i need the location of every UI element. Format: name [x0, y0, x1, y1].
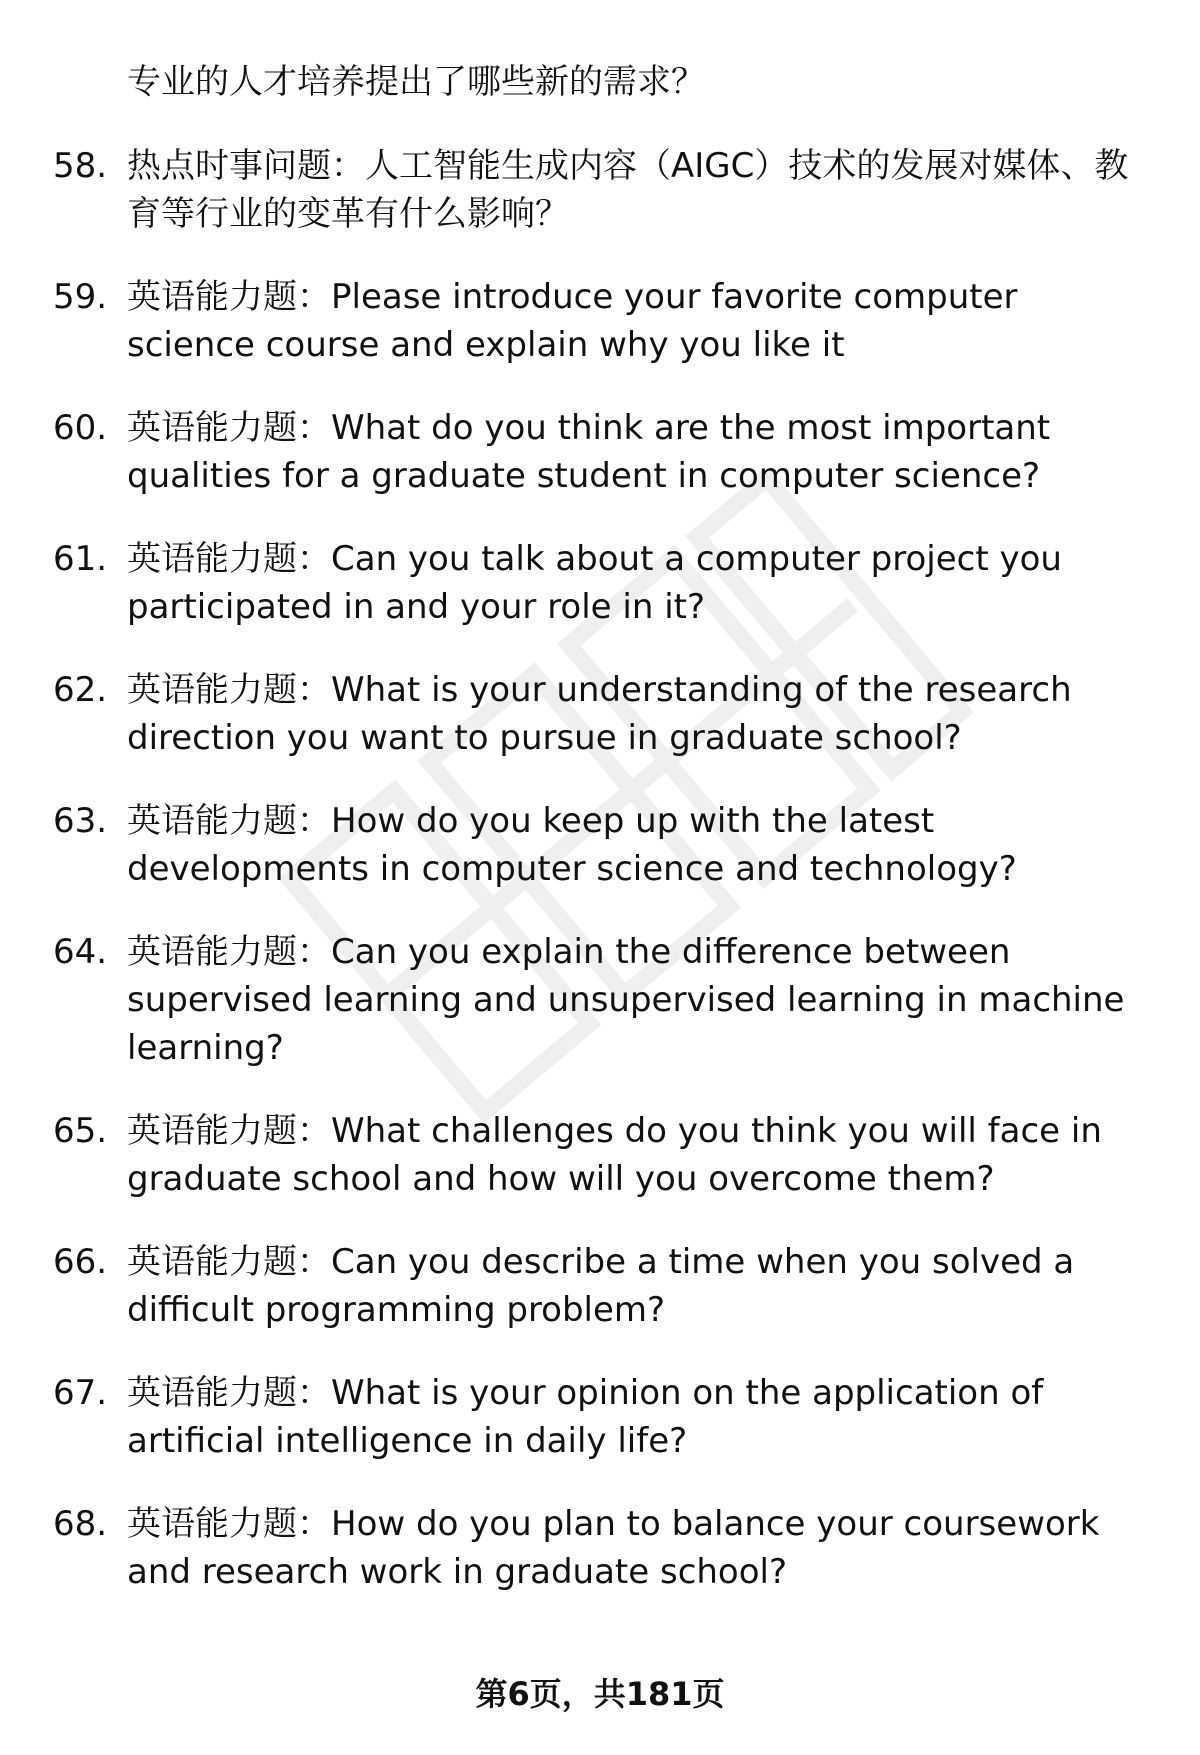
- question-category: 英语能力题：: [127, 1111, 331, 1151]
- question-item: [0, 273, 1200, 369]
- question-number: 66.: [53, 1242, 108, 1282]
- question-text: Can you describe a time when you solved a difficult programming problem?: [127, 1242, 1075, 1330]
- question-number: 59.: [53, 277, 108, 317]
- question-text: Please introduce your favorite computer science course and explain why you like it: [127, 277, 1018, 365]
- question-category: 热点时事问题：: [127, 146, 365, 186]
- question-text: What is your understanding of the research direction you want to pursue in graduate school?: [127, 670, 1072, 758]
- question-category: 英语能力题：: [127, 932, 331, 972]
- question-text: What challenges do you think you will face in graduate school and how will you overcome them?: [127, 1111, 1102, 1199]
- question-number: 63.: [53, 801, 108, 841]
- question-category: 英语能力题：: [127, 408, 331, 448]
- question-category: 英语能力题：: [127, 1373, 331, 1413]
- question-category: 英语能力题：: [127, 801, 331, 841]
- question-item: [0, 1107, 1200, 1203]
- question-text: 人工智能生成内容（AIGC）技术的发展对媒体、教育等行业的变革有什么影响？: [127, 146, 1129, 234]
- question-number: 64.: [53, 932, 108, 972]
- question-list: [0, 142, 1200, 1631]
- question-text: Can you talk about a computer project you participated in and your role in it?: [127, 539, 1062, 627]
- question-text: Can you explain the difference between supervised learning and unsupervised learning in machine learning?: [127, 932, 1125, 1068]
- question-category: 英语能力题：: [127, 1504, 331, 1544]
- question-item: [0, 1500, 1200, 1596]
- question-number: 67.: [53, 1373, 108, 1413]
- question-number: 68.: [53, 1504, 108, 1544]
- question-item: [0, 666, 1200, 762]
- question-item: [0, 1238, 1200, 1334]
- question-text: What is your opinion on the application of artificial intelligence in daily life?: [127, 1373, 1044, 1461]
- question-item: [0, 928, 1200, 1072]
- question-item: [0, 535, 1200, 631]
- question-text: How do you keep up with the latest developments in computer science and technology?: [127, 801, 1017, 889]
- question-item: [0, 797, 1200, 893]
- question-item: [0, 1369, 1200, 1465]
- question-category: 英语能力题：: [127, 277, 331, 317]
- question-number: 60.: [53, 408, 108, 448]
- question-item: [0, 404, 1200, 500]
- page-footer: 第6页，共181页: [475, 1675, 725, 1713]
- question-item: [0, 142, 1200, 238]
- question-category: 英语能力题：: [127, 670, 331, 710]
- question-number: 62.: [53, 670, 108, 710]
- question-category: 英语能力题：: [127, 539, 331, 579]
- question-number: 58.: [53, 146, 108, 186]
- question-number: 65.: [53, 1111, 108, 1151]
- question-category: 英语能力题：: [127, 1242, 331, 1282]
- question-text: What do you think are the most important qualities for a graduate student in computer science?: [127, 408, 1051, 496]
- continuation-text: 专业的人才培养提出了哪些新的需求？: [127, 62, 705, 102]
- question-number: 61.: [53, 539, 108, 579]
- question-text: How do you plan to balance your coursework and research work in graduate school?: [127, 1504, 1100, 1592]
